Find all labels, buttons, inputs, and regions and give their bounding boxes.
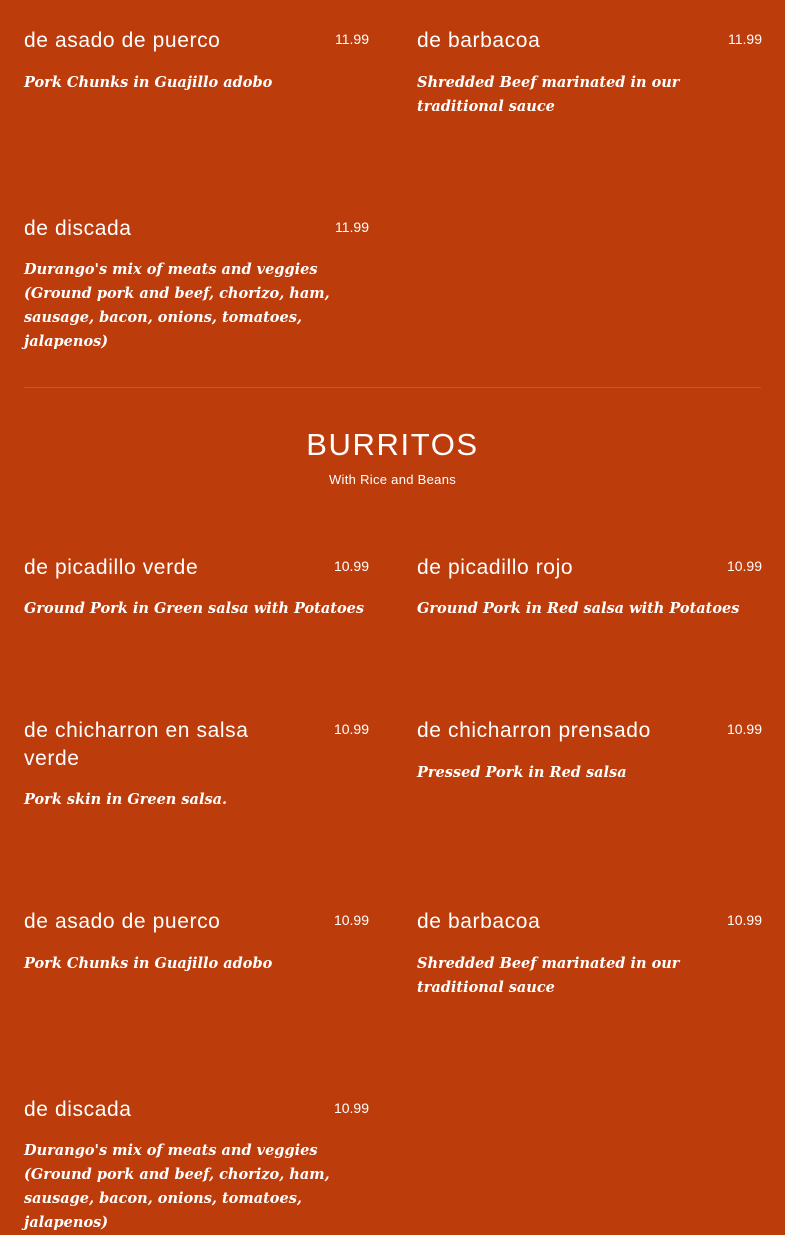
item-price: 10.99 [333,721,369,737]
section-divider [24,387,761,388]
item-name: de barbacoa [417,910,541,933]
item-name: de chicharron en salsa verde [24,719,249,770]
item-price: 10.99 [726,912,762,928]
item-price: 10.99 [726,721,762,737]
item-name: de picadillo verde [24,556,199,579]
item-price: 10.99 [726,558,762,574]
item-description: Ground Pork in Red salsa with Potatoes [417,600,740,617]
item-name: de barbacoa [417,29,541,52]
item-price: 11.99 [335,219,369,235]
item-price: 10.99 [333,1100,369,1116]
item-description: Pressed Pork in Red salsa [417,764,627,781]
item-description: Pork skin in Green salsa. [24,791,228,808]
item-description: Durango's mix of meats and veggies (Ground pork and beef, chorizo, ham, sausage, bacon, onions, tomatoes, jalapenos) [24,1142,330,1231]
item-price: 11.99 [335,31,369,47]
item-description: Ground Pork in Green salsa with Potatoes [24,600,365,617]
item-name: de asado de puerco [24,910,221,933]
item-name: de discada [24,1098,132,1121]
item-price: 10.99 [333,558,369,574]
item-description: Shredded Beef marinated in our traditional sauce [417,74,680,115]
item-price: 11.99 [728,31,762,47]
item-description: Shredded Beef marinated in our traditional sauce [417,955,680,996]
item-name: de chicharron prensado [417,719,651,742]
section-subtitle: With Rice and Beans [328,472,457,487]
section-title: BURRITOS [306,427,479,462]
item-description: Pork Chunks in Guajillo adobo [24,74,273,91]
item-description: Pork Chunks in Guajillo adobo [24,955,273,972]
item-name: de discada [24,217,132,240]
item-name: de picadillo rojo [417,556,574,579]
item-name: de asado de puerco [24,29,221,52]
item-price: 10.99 [333,912,369,928]
item-description: Durango's mix of meats and veggies (Ground pork and beef, chorizo, ham, sausage, bacon, onions, tomatoes, jalapenos) [24,261,330,350]
